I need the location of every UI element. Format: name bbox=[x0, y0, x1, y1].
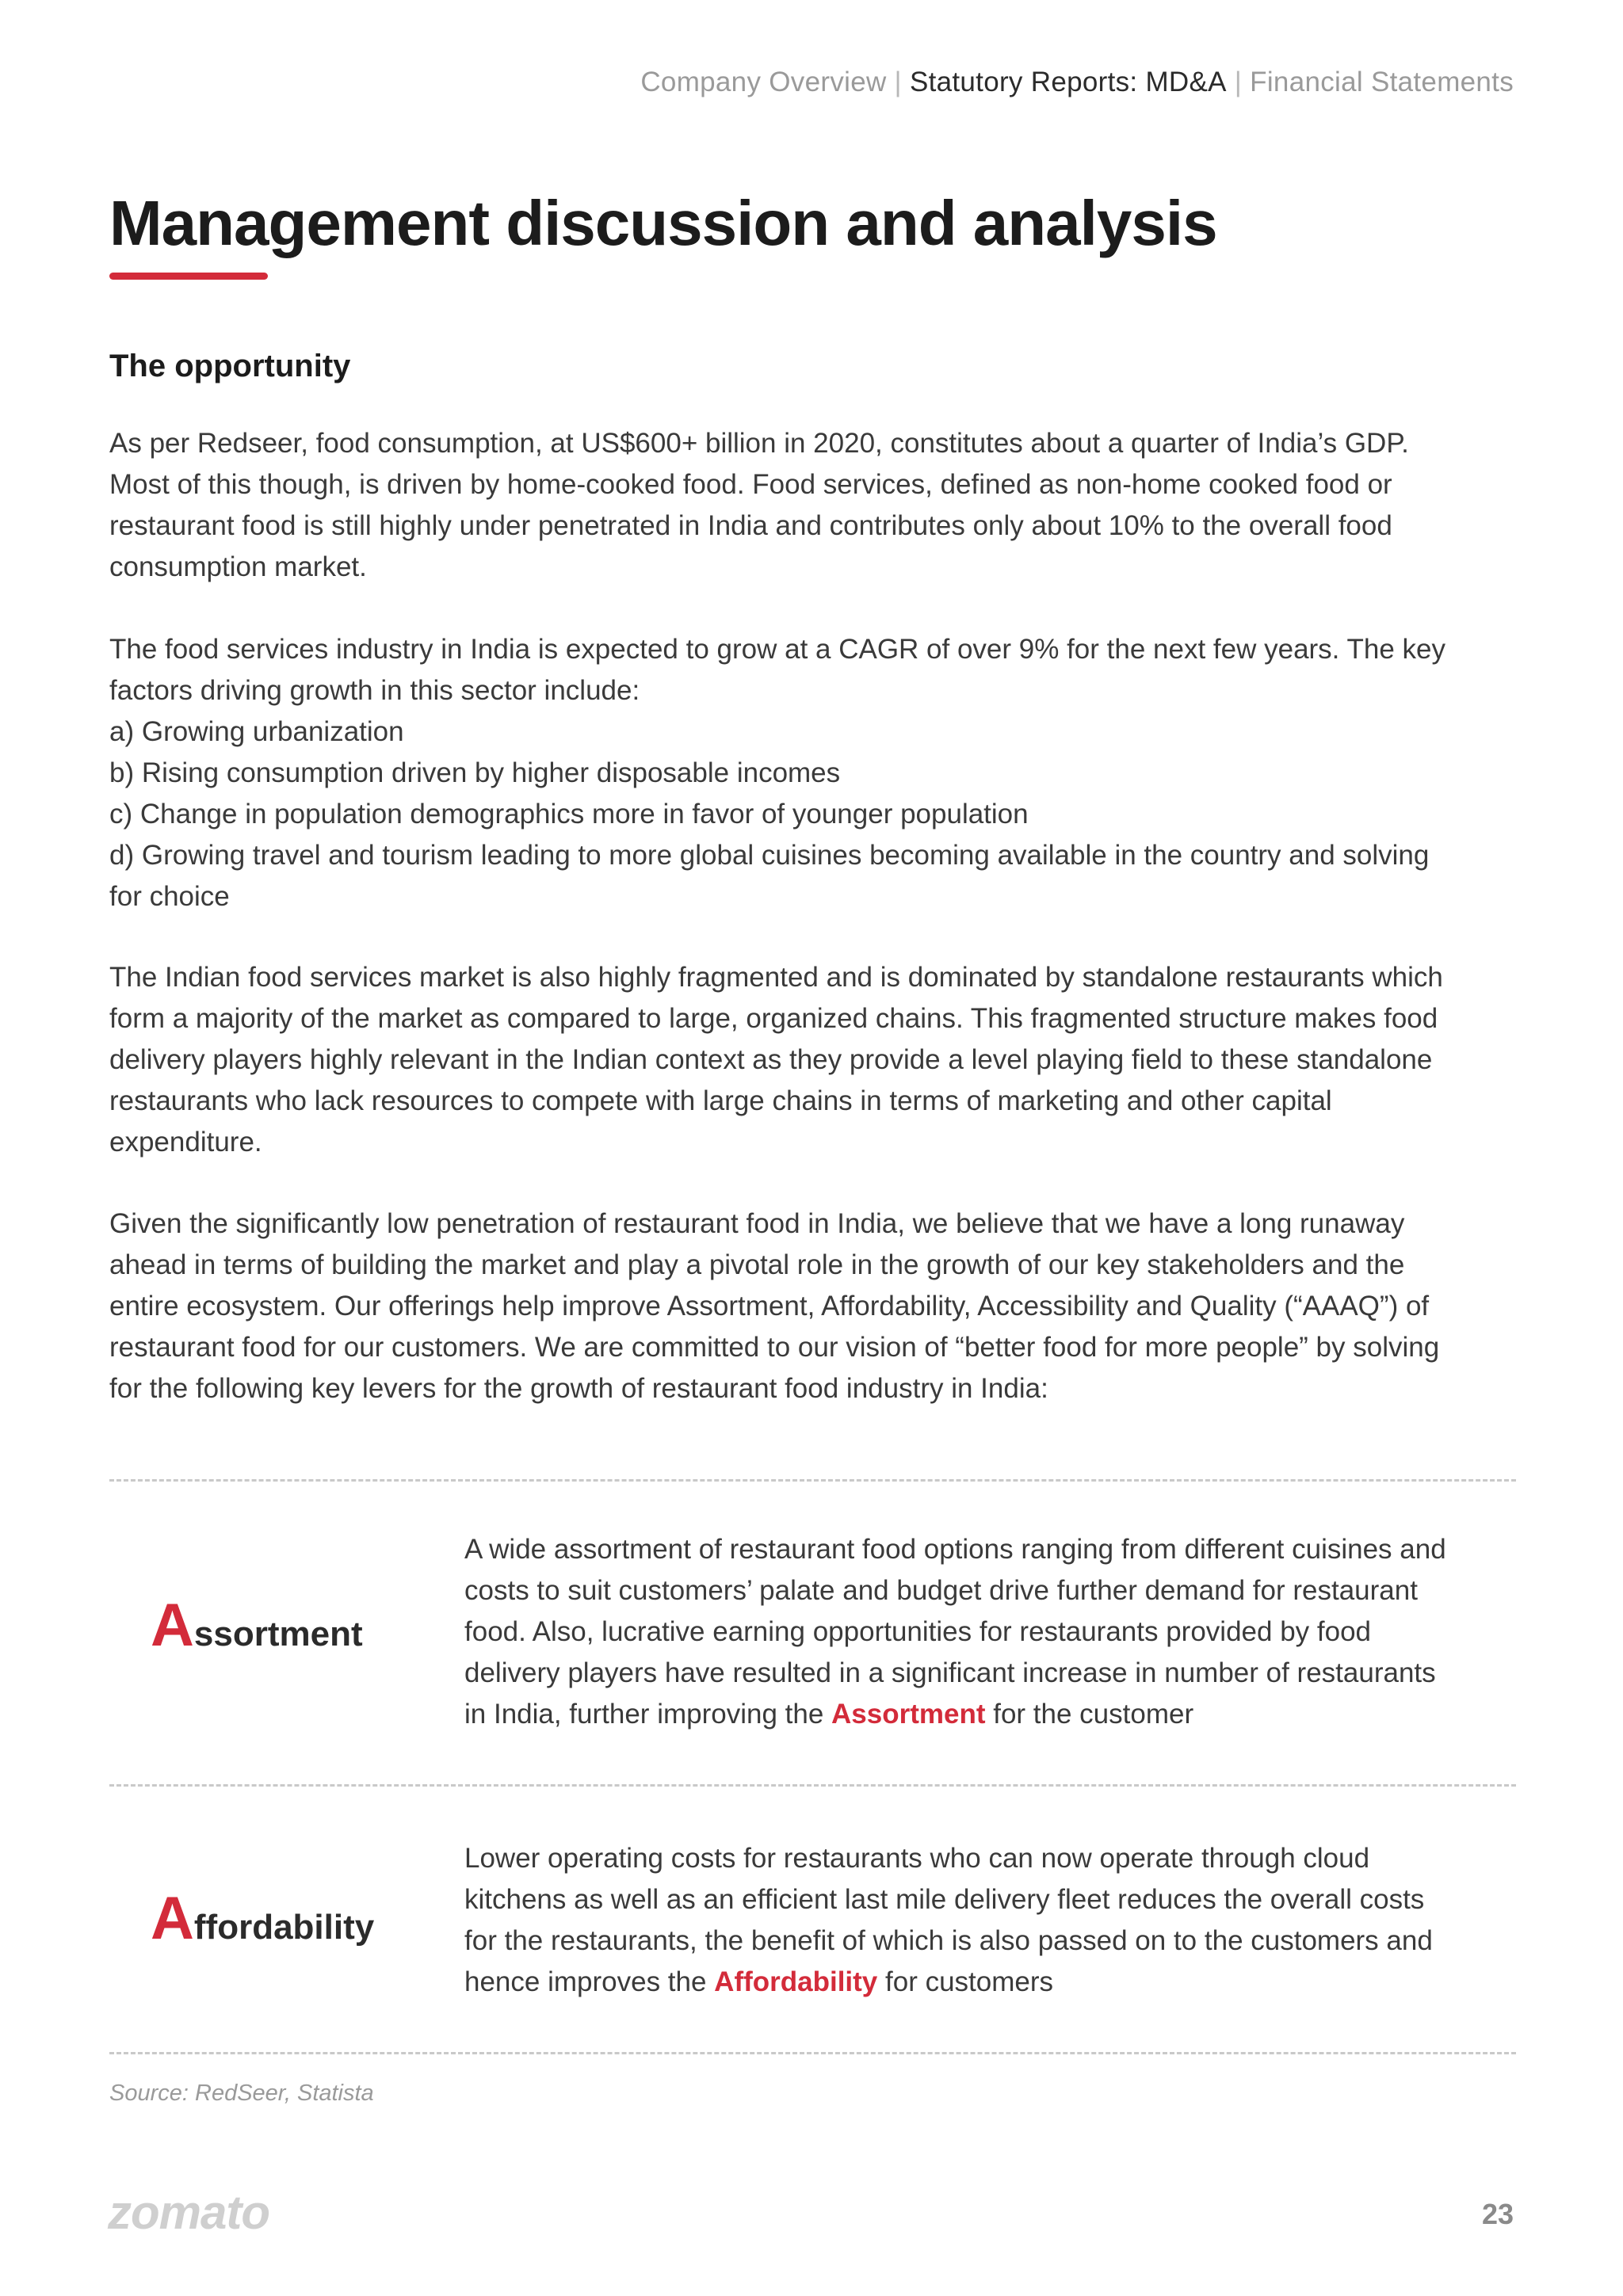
lever-label-assortment bbox=[151, 1591, 363, 1660]
lever-initial: A bbox=[151, 1885, 194, 1952]
title-underline bbox=[109, 273, 268, 280]
lever-description-assortment bbox=[464, 1529, 1518, 1735]
text-line bbox=[464, 1962, 1518, 2003]
section-navigation bbox=[640, 67, 1514, 98]
paragraph-food-consumption bbox=[109, 423, 1516, 588]
list-item: c) Change in population demographics more in favor of younger population bbox=[109, 799, 1029, 830]
lever-initial: A bbox=[151, 1592, 194, 1659]
zomato-logo: zomato bbox=[108, 2186, 269, 2239]
text-line: As per Redseer, food consumption, at US$600+ billion in 2020, constitutes about a quarter of India’s GDP. bbox=[109, 428, 1409, 459]
nav-statutory-reports[interactable]: Statutory Reports: MD&A bbox=[909, 67, 1227, 97]
text-line: for the restaurants, the benefit of which is also passed on to the customers and bbox=[464, 1925, 1433, 1956]
text-fragment: for the customer bbox=[985, 1699, 1194, 1730]
nav-separator: | bbox=[894, 67, 902, 97]
lever-label-rest: ssortment bbox=[193, 1615, 363, 1653]
text-line: Lower operating costs for restaurants who can now operate through cloud bbox=[464, 1843, 1370, 1874]
nav-company-overview[interactable]: Company Overview bbox=[640, 67, 887, 97]
text-line: food. Also, lucrative earning opportunities for restaurants provided by food bbox=[464, 1616, 1372, 1647]
text-line: expenditure. bbox=[109, 1127, 262, 1158]
text-line: restaurant food for our customers. We are committed to our vision of “better food for more people” by solving bbox=[109, 1332, 1440, 1363]
list-item: b) Rising consumption driven by higher disposable incomes bbox=[109, 757, 841, 788]
text-fragment: for customers bbox=[877, 1966, 1054, 1997]
dashed-divider bbox=[109, 1479, 1516, 1482]
text-line: consumption market. bbox=[109, 551, 367, 582]
text-line: for choice bbox=[109, 881, 230, 912]
paragraph-growth-factors bbox=[109, 629, 1516, 917]
text-line: restaurants who lack resources to compete with large chains in terms of marketing and other capital bbox=[109, 1085, 1332, 1116]
text-line: ahead in terms of building the market and play a pivotal role in the growth of our key stakeholders and the bbox=[109, 1249, 1405, 1280]
paragraph-fragmented-market bbox=[109, 957, 1516, 1163]
text-line: factors driving growth in this sector include: bbox=[109, 675, 640, 706]
text-line: Most of this though, is driven by home-cooked food. Food services, defined as non-home cooked food or bbox=[109, 469, 1392, 500]
text-line: kitchens as well as an efficient last mile delivery fleet reduces the overall costs bbox=[464, 1884, 1425, 1915]
paragraph-aaaq bbox=[109, 1203, 1516, 1409]
text-line: Given the significantly low penetration of restaurant food in India, we believe that we have a long runaway bbox=[109, 1208, 1405, 1239]
nav-separator: | bbox=[1234, 67, 1243, 97]
lever-label-affordability bbox=[151, 1884, 374, 1953]
nav-financial-statements[interactable]: Financial Statements bbox=[1250, 67, 1514, 97]
dashed-divider bbox=[109, 2052, 1516, 2054]
source-note: Source: RedSeer, Statista bbox=[109, 2081, 374, 2106]
text-line: A wide assortment of restaurant food options ranging from different cuisines and bbox=[464, 1534, 1446, 1565]
dashed-divider bbox=[109, 1784, 1516, 1787]
page-title: Management discussion and analysis bbox=[109, 188, 1217, 258]
text-fragment: hence improves the bbox=[464, 1966, 715, 1997]
text-line: for the following key levers for the growth of restaurant food industry in India: bbox=[109, 1373, 1048, 1404]
text-line: costs to suit customers’ palate and budget drive further demand for restaurant bbox=[464, 1575, 1418, 1606]
page-number: 23 bbox=[1481, 2198, 1514, 2230]
highlight-assortment: Assortment bbox=[831, 1699, 986, 1730]
text-line: delivery players highly relevant in the Indian context as they provide a level playing field to these standalone bbox=[109, 1044, 1433, 1075]
list-item: d) Growing travel and tourism leading to more global cuisines becoming available in the country and solving bbox=[109, 840, 1430, 871]
lever-label-rest: ffordability bbox=[193, 1908, 375, 1947]
text-line: The food services industry in India is expected to grow at a CAGR of over 9% for the next few years. The key bbox=[109, 634, 1445, 665]
list-item: a) Growing urbanization bbox=[109, 716, 404, 747]
text-line: The Indian food services market is also highly fragmented and is dominated by standalone restaurants which bbox=[109, 962, 1443, 993]
text-fragment: in India, further improving the bbox=[464, 1699, 832, 1730]
text-line: form a majority of the market as compared to large, organized chains. This fragmented structure makes food bbox=[109, 1003, 1438, 1034]
highlight-affordability: Affordability bbox=[714, 1966, 878, 1997]
text-line: restaurant food is still highly under penetrated in India and contributes only about 10% to the overall food bbox=[109, 510, 1392, 541]
text-line: entire ecosystem. Our offerings help improve Assortment, Affordability, Accessibility and Quality (“AAAQ”) of bbox=[109, 1291, 1430, 1322]
text-line bbox=[464, 1694, 1518, 1735]
text-line: delivery players have resulted in a significant increase in number of restaurants bbox=[464, 1657, 1436, 1688]
lever-description-affordability bbox=[464, 1838, 1518, 2003]
section-heading: The opportunity bbox=[109, 349, 351, 383]
